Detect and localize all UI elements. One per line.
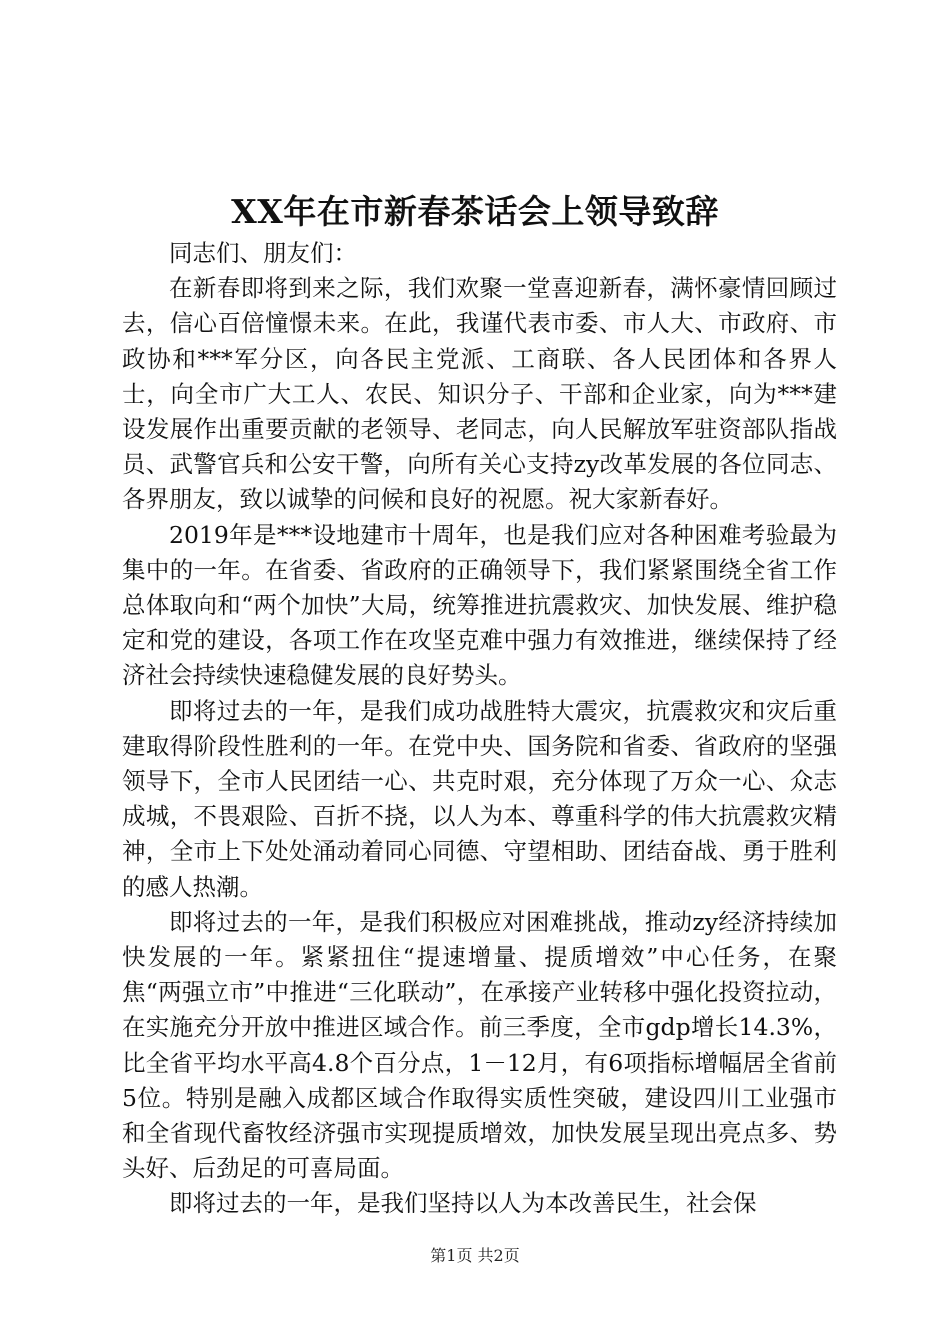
salutation: 同志们、朋友们： xyxy=(169,239,357,267)
paragraph: 在新春即将到来之际，我们欢聚一堂喜迎新春，满怀豪情回顾过去，信心百倍憧憬未来。在此，我谨代表市委、市人大、市政府、市政协和***军分区，向各民主党派、工商联、各人民团体和各界人士，向全市广大工人、农民、知识分子、干部和企业家，向为***建设发展作出重要贡献的老领导、老同志，向人民解放军驻资部队指战员、武警官兵和公安干警，向所有关心支持zy改革发展的各位同志、各界朋友，致以诚挚的问候和良好的祝愿。祝大家新春好。 xyxy=(122,274,837,514)
page-number-footer: 第1页 共2页 xyxy=(430,1246,520,1265)
document-body xyxy=(122,236,837,1222)
paragraph: 2019年是***设地建市十周年，也是我们应对各种困难考验最为集中的一年。在省委、省政府的正确领导下，我们紧紧围绕全省工作总体取向和“两个加快”大局，统筹推进抗震救灾、加快发展、维护稳定和党的建设，各项工作在攻坚克难中强力有效推进，继续保持了经济社会持续快速稳健发展的良好势头。 xyxy=(122,520,837,690)
paragraph: 即将过去的一年，是我们积极应对困难挑战，推动zy经济持续加快发展的一年。紧紧扭住“提速增量、提质增效”中心任务，在聚焦“两强立市”中推进“三化联动”，在承接产业转移中强化投资拉动，在实施充分开放中推进区域合作。前三季度，全市gdp增长14.3%，比全省平均水平高4.8个百分点，1－12月，有6项指标增幅居全省前5位。特别是融入成都区域合作取得实质性突破，建设四川工业强市和全省现代畜牧经济强市实现提质增效，加快发展呈现出亮点多、势头好、后劲足的可喜局面。 xyxy=(122,907,837,1183)
paragraph: 即将过去的一年，是我们成功战胜特大震灾，抗震救灾和灾后重建取得阶段性胜利的一年。在党中央、国务院和省委、省政府的坚强领导下，全市人民团结一心、共克时艰，充分体现了万众一心、众志成城，不畏艰险、百折不挠，以人为本、尊重科学的伟大抗震救灾精神，全市上下处处涌动着同心同德、守望相助、团结奋战、勇于胜利的感人热潮。 xyxy=(122,696,837,901)
document-title: XX年在市新春茶话会上领导致辞 xyxy=(231,192,719,231)
paragraph: 即将过去的一年，是我们坚持以人为本改善民生，社会保 xyxy=(169,1189,757,1218)
